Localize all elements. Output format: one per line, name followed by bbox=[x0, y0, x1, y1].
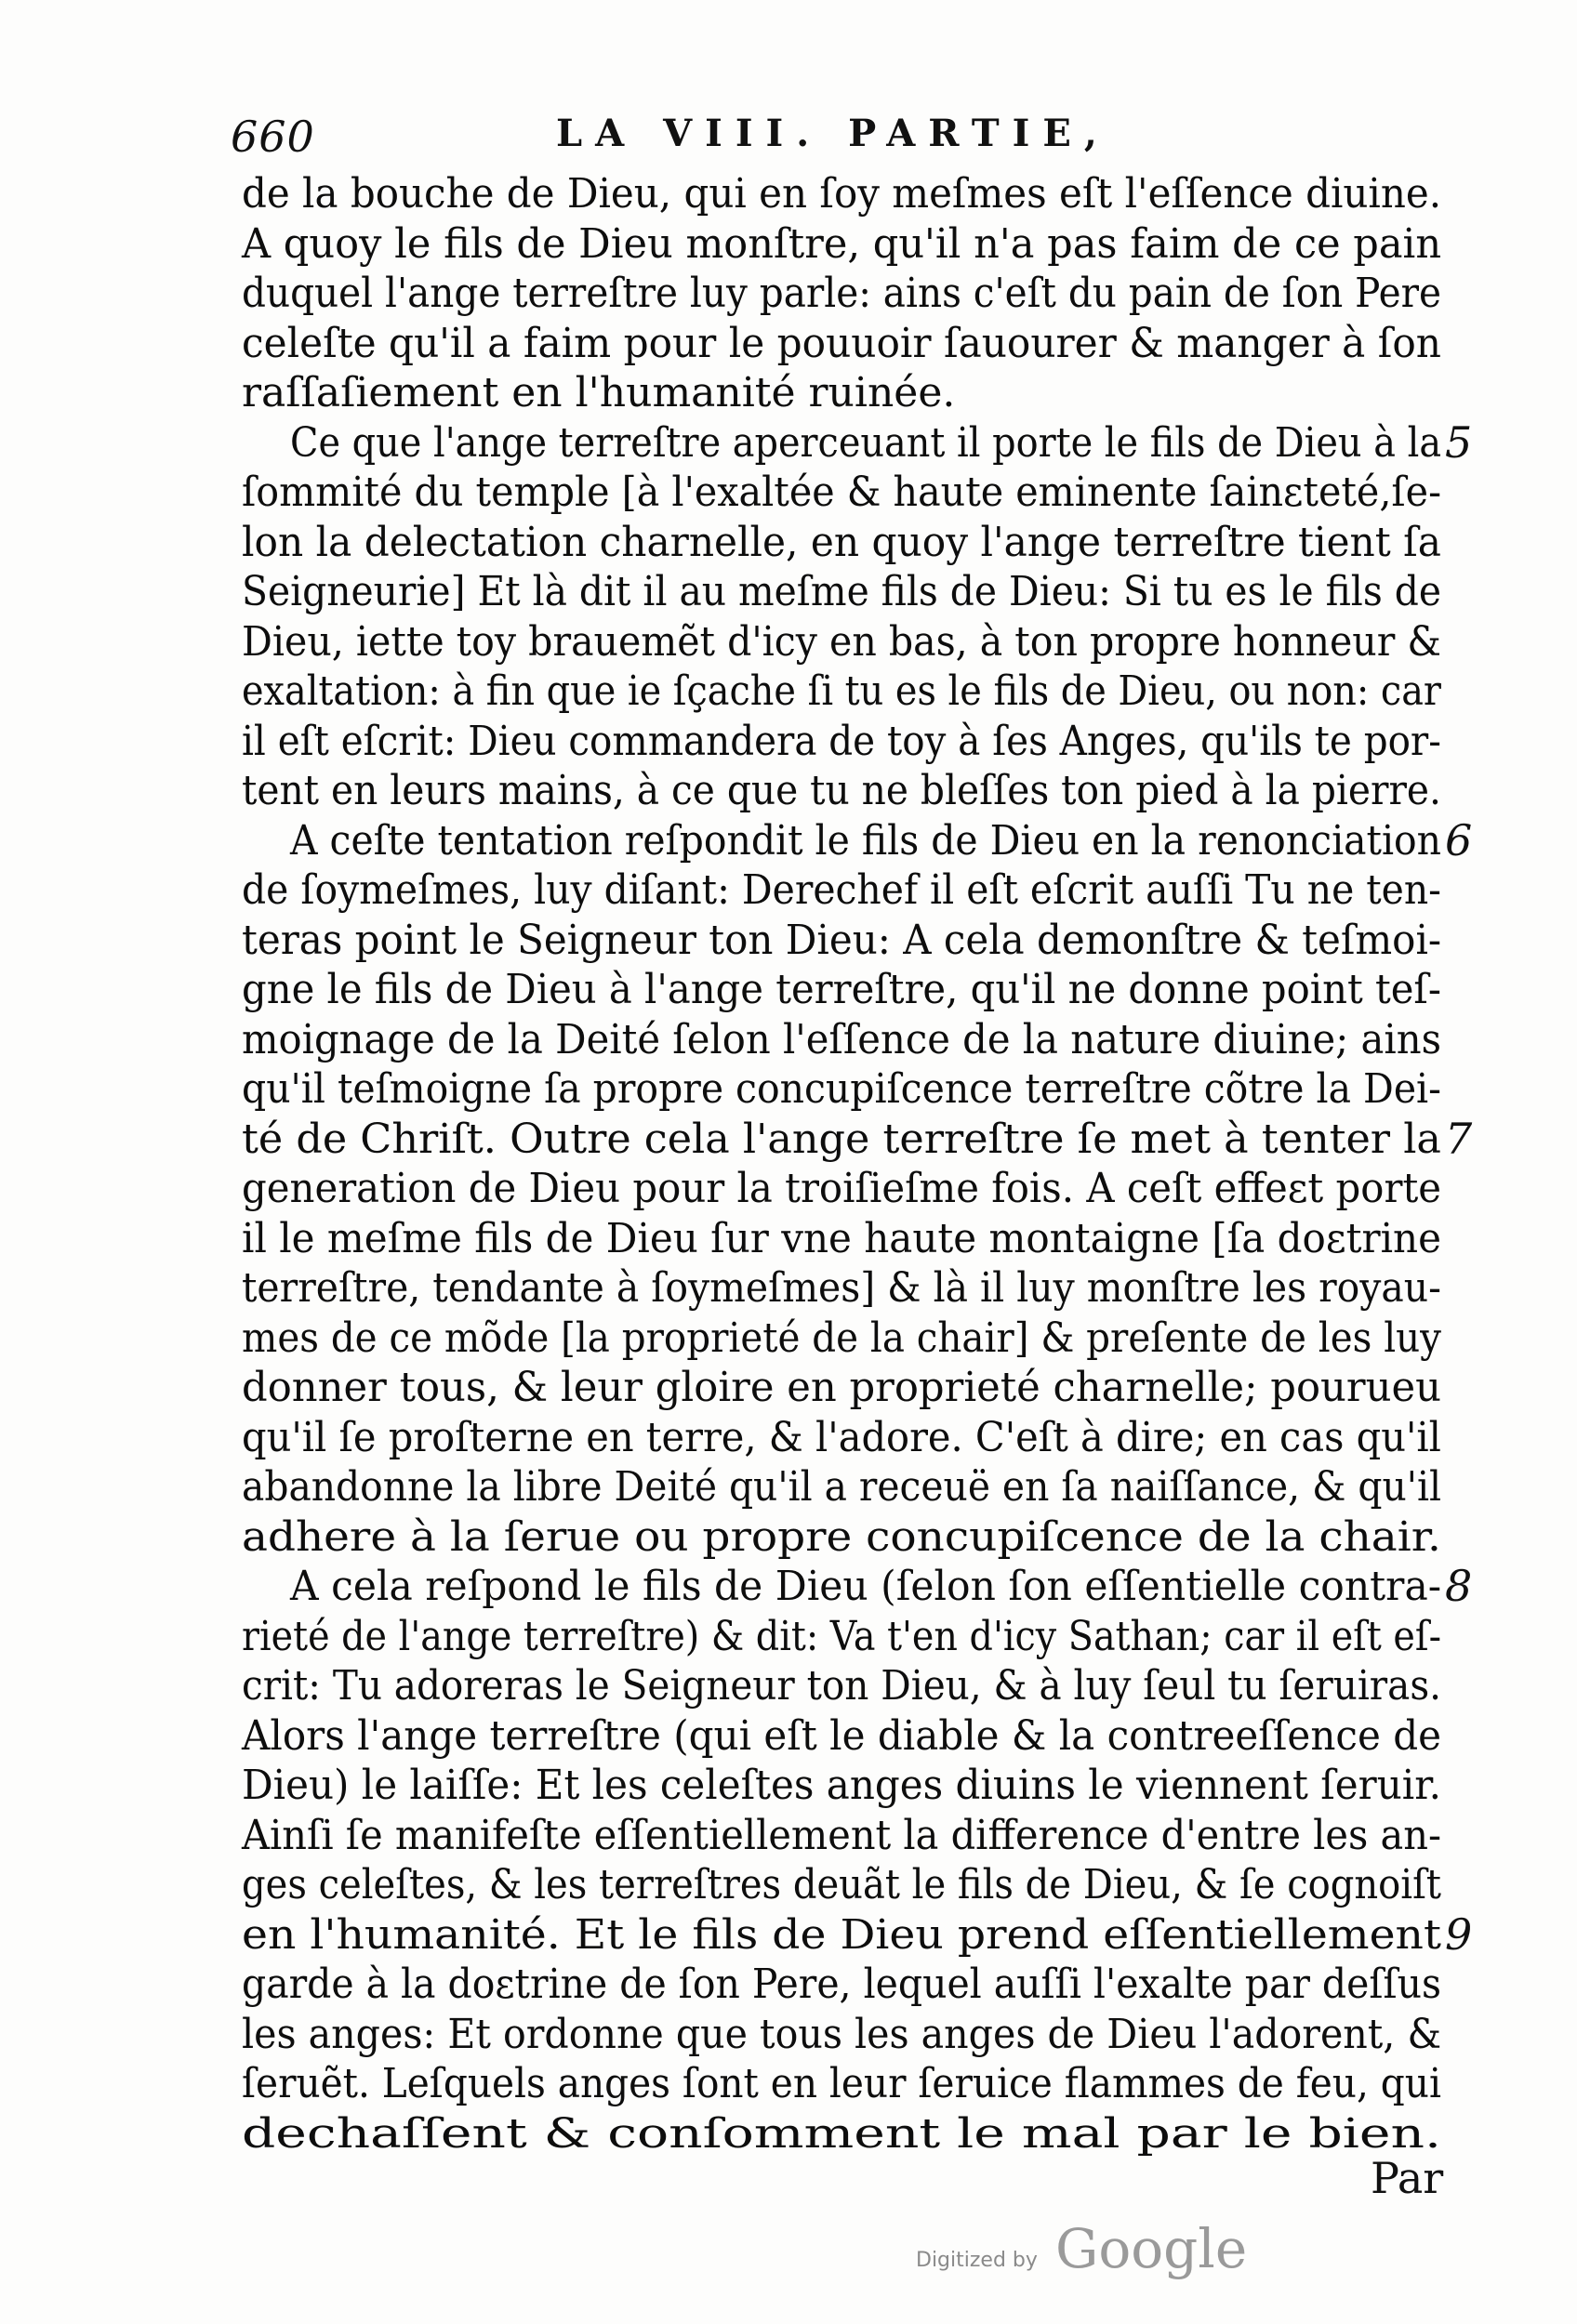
text-line bbox=[242, 269, 1451, 319]
text-line-content: ſommité du temple [à l'exaltée & haute eminente ſainɛteté,ſe- bbox=[242, 469, 1442, 516]
text-line bbox=[242, 667, 1451, 717]
text-line bbox=[242, 1314, 1451, 1364]
text-line bbox=[242, 1413, 1451, 1463]
text-line bbox=[242, 1811, 1451, 1861]
text-line bbox=[242, 1015, 1451, 1065]
text-line-content: il eſt eſcrit: Dieu commandera de toy à ſes Anges, qu'ils te por- bbox=[242, 717, 1441, 765]
text-line bbox=[242, 814, 1473, 866]
text-line bbox=[242, 319, 1451, 369]
text-line-content: ges celeſtes, & les terreſtres deuãt le fils de Dieu, & ſe cognoiſt bbox=[242, 1861, 1442, 1908]
text-line bbox=[242, 368, 1451, 418]
text-line-content: Dieu, iette toy brauemẽt d'icy en bas, à ton propre honneur & bbox=[242, 617, 1441, 666]
text-line-content: crit: Tu adoreras le Seigneur ton Dieu, & à luy ſeul tu ſeruiras. bbox=[242, 1662, 1442, 1710]
text-line bbox=[242, 717, 1451, 767]
text-line-content: duquel l'ange terreſtre luy parle: ains c'eſt du pain de ſon Pere bbox=[242, 270, 1442, 317]
text-line-content: moignage de la Deité ſelon l'eſſence de la nature diuine; ains bbox=[242, 1015, 1441, 1063]
text-line bbox=[242, 169, 1451, 219]
text-line bbox=[242, 965, 1451, 1015]
text-line-content: Ce que l'ange terreſtre aperceuant il porte le fils de Dieu à la bbox=[290, 418, 1442, 467]
text-line-content: terreſtre, tendante à ſoymeſmes] & là il luy monſtre les royau- bbox=[242, 1264, 1441, 1312]
text-line-content: exaltation: à fin que ie ſçache ſi tu es le fils de Dieu, ou non: car bbox=[242, 667, 1441, 715]
text-line-content: de la bouche de Dieu, qui en ſoy meſmes eſt l'eſſence diuine. bbox=[242, 170, 1442, 218]
text-line bbox=[242, 1860, 1451, 1910]
page-header bbox=[231, 112, 1439, 177]
text-line-content: té de Chriſt. Outre cela l'ange terreſtre ſe met à tenter la bbox=[242, 1115, 1441, 1163]
margin-verse-number: 9 bbox=[1445, 1908, 1473, 1960]
text-line bbox=[242, 1064, 1451, 1115]
margin-verse-number: 7 bbox=[1445, 1113, 1473, 1164]
text-line bbox=[242, 916, 1451, 966]
text-line bbox=[242, 2109, 1451, 2159]
text-line-content: les anges: Et ordonne que tous les anges de Dieu l'adorent, & bbox=[242, 2010, 1442, 2058]
text-line bbox=[242, 1363, 1451, 1413]
text-line bbox=[242, 1761, 1451, 1811]
text-line-content: abandonne la libre Deité qu'il a receuë en ſa naiſſance, & qu'il bbox=[242, 1463, 1442, 1511]
text-line-content: A quoy le fils de Dieu monſtre, qu'il n'a pas faim de ce pain bbox=[242, 219, 1442, 268]
text-line-content: de ſoymeſmes, luy diſant: Derechef il eſt eſcrit auſſi Tu ne ten- bbox=[242, 866, 1441, 914]
catchword: Par bbox=[1371, 2153, 1444, 2203]
text-line-content: A ceſte tentation reſpondit le fils de Dieu en la renonciation bbox=[290, 816, 1442, 865]
text-line bbox=[242, 1113, 1473, 1165]
text-line bbox=[242, 2010, 1451, 2060]
text-line-content: teras point le Seigneur ton Dieu: A cela demonſtre & teſmoi- bbox=[242, 916, 1442, 964]
text-line-content: adhere à la ſerue ou propre concupiſcence de la chair. bbox=[242, 1512, 1441, 1561]
text-line bbox=[242, 1960, 1451, 2010]
text-line bbox=[242, 766, 1451, 816]
text-line-content: qu'il ſe proſterne en terre, & l'adore. C'eſt à dire; en cas qu'il bbox=[242, 1413, 1441, 1461]
running-head: LA VIII. PARTIE, bbox=[556, 112, 1110, 155]
text-line bbox=[242, 1561, 1473, 1612]
text-line-content: rieté de l'ange terreſtre) & dit: Va t'en d'icy Sathan; car il eſt eſ- bbox=[242, 1612, 1441, 1660]
text-line-content: dechaſſent & conſomment le mal par le bien. bbox=[242, 2109, 1441, 2158]
text-line bbox=[242, 416, 1473, 469]
text-line-content: Alors l'ange terreſtre (qui eſt le diable & la contreeſſence de bbox=[242, 1711, 1442, 1760]
text-line-content: Dieu) le laiſſe: Et les celeſtes anges diuins le viennent ſeruir. bbox=[242, 1762, 1442, 1809]
text-line bbox=[242, 1164, 1451, 1214]
text-line-content: celeſte qu'il a faim pour le pouuoir ſauourer & manger à ſon bbox=[242, 319, 1441, 367]
text-line-content: garde à la doɛtrine de ſon Pere, lequel auſſi l'exalte par deſſus bbox=[242, 1961, 1441, 2008]
text-line bbox=[242, 518, 1451, 568]
text-line bbox=[242, 1263, 1451, 1314]
text-line-content: Seigneurie] Et là dit il au meſme fils de Dieu: Si tu es le fils de bbox=[242, 568, 1441, 615]
text-line-content: tent en leurs mains, à ce que tu ne bleſſes ton pied à la pierre. bbox=[242, 767, 1441, 814]
text-line bbox=[242, 1908, 1473, 1961]
text-line-content: mes de ce mõde [la proprieté de la chair] & preſente de les luy bbox=[242, 1314, 1441, 1362]
text-line-content: gne le fils de Dieu à l'ange terreſtre, qu'il ne donne point teſ- bbox=[242, 966, 1441, 1013]
text-line-content: qu'il teſmoigne ſa propre concupiſcence terreſtre cõtre la Dei- bbox=[242, 1065, 1441, 1113]
text-line-content: A cela reſpond le fils de Dieu (ſelon ſon eſſentielle contra- bbox=[290, 1563, 1442, 1610]
text-line bbox=[242, 617, 1451, 667]
text-line-content: Ainſi ſe manifeſte eſſentiellement la difference d'entre les an- bbox=[242, 1811, 1441, 1859]
text-line bbox=[242, 865, 1451, 916]
text-line-content: generation de Dieu pour la troiſieſme fois. A ceſt effeɛt porte bbox=[242, 1165, 1442, 1212]
watermark-prefix: Digitized by bbox=[916, 2249, 1038, 2272]
text-line bbox=[242, 1512, 1451, 1563]
text-line bbox=[242, 2059, 1451, 2109]
text-line bbox=[242, 1661, 1451, 1711]
margin-verse-number: 6 bbox=[1445, 814, 1473, 865]
body-text bbox=[242, 169, 1473, 2159]
text-line bbox=[242, 567, 1451, 617]
margin-verse-number: 5 bbox=[1445, 416, 1473, 468]
text-line bbox=[242, 1462, 1451, 1512]
text-line-content: en l'humanité. Et le fils de Dieu prend eſſentiellement bbox=[242, 1910, 1441, 1959]
google-logo: Google bbox=[1055, 2217, 1248, 2280]
text-line bbox=[242, 468, 1451, 518]
text-line-content: lon la delectation charnelle, en quoy l'ange terreſtre tient ſa bbox=[242, 518, 1441, 566]
text-line bbox=[242, 1711, 1451, 1762]
text-line-content: il le meſme fils de Dieu ſur vne haute montaigne [ſa doɛtrine bbox=[242, 1214, 1441, 1262]
text-line bbox=[242, 1214, 1451, 1264]
page-number: 660 bbox=[231, 112, 315, 162]
text-line-content: ſeruẽt. Leſquels anges ſont en leur ſeruice flammes de feu, qui bbox=[242, 2060, 1441, 2107]
text-line-content: raſſaſiement en l'humanité ruinée. bbox=[242, 369, 956, 416]
text-line bbox=[242, 219, 1451, 270]
margin-verse-number: 8 bbox=[1445, 1561, 1473, 1611]
text-line-content: donner tous, & leur gloire en proprieté charnelle; pourueu bbox=[242, 1364, 1441, 1411]
text-line bbox=[242, 1612, 1451, 1662]
